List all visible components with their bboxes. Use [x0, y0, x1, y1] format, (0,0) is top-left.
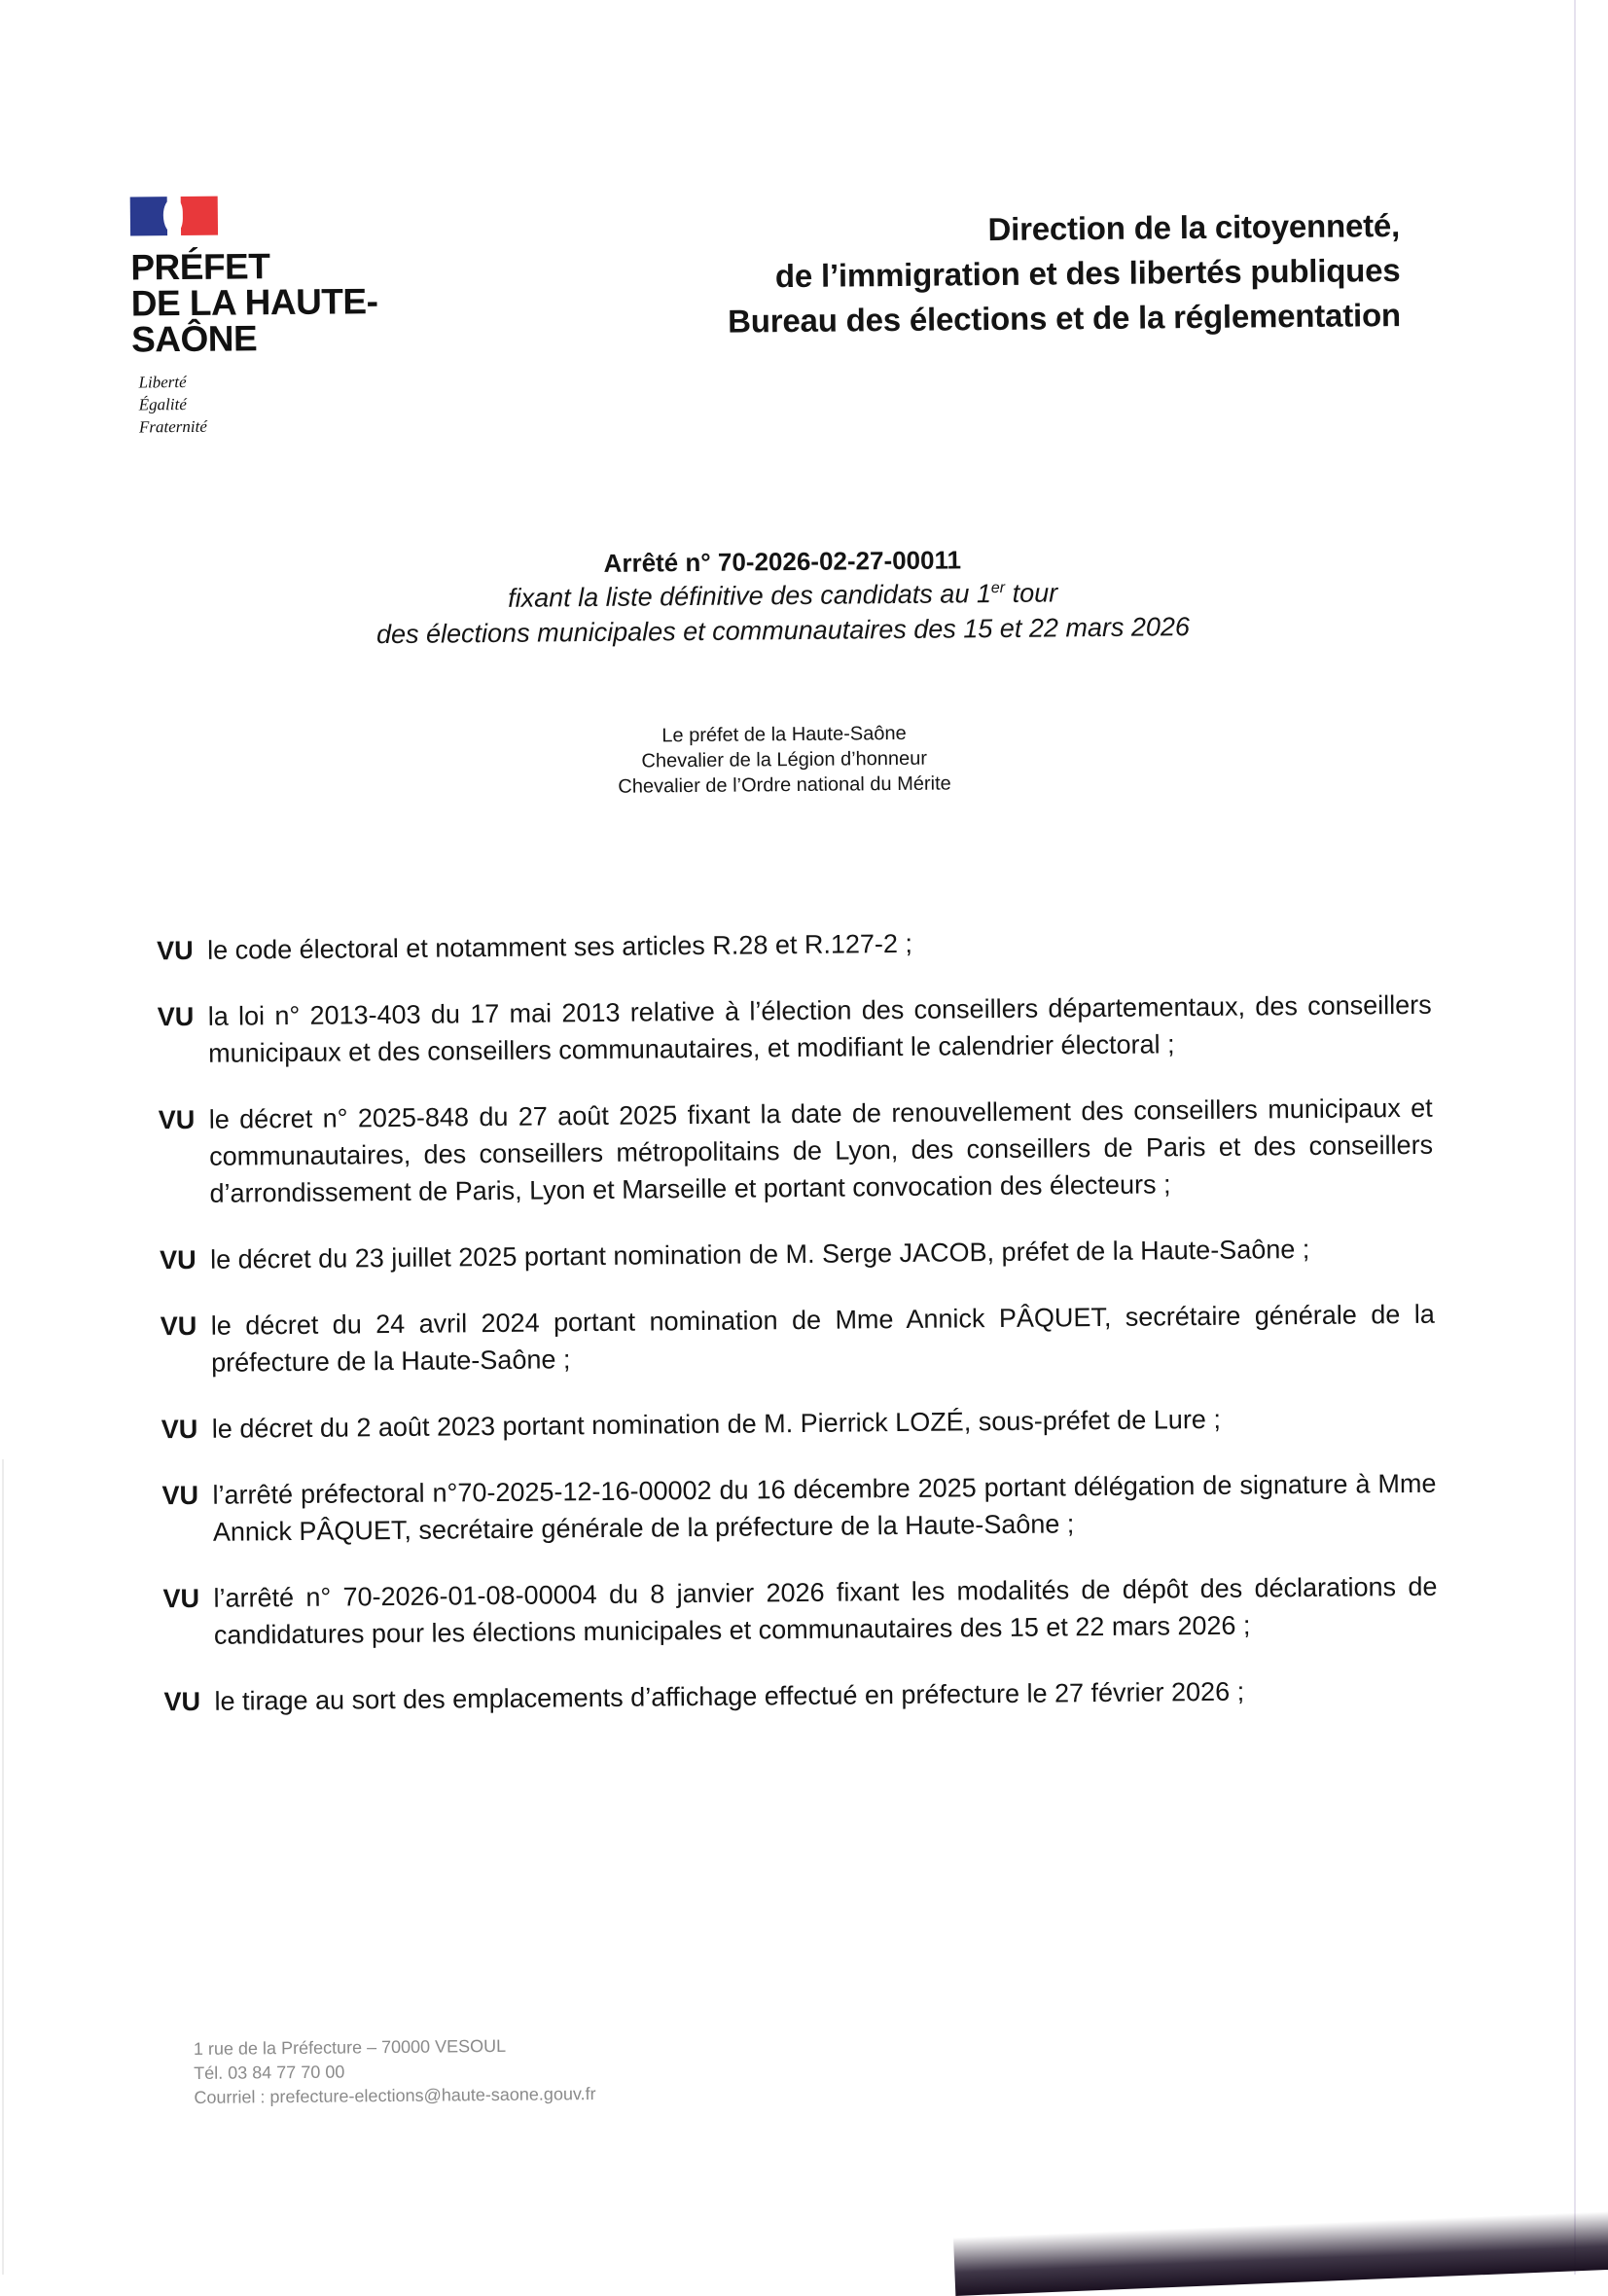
vu-clause [161, 1296, 1436, 1382]
subtitle-text: tour [1004, 578, 1058, 608]
direction-header [727, 203, 1401, 344]
vu-label: VU [158, 1104, 196, 1135]
subtitle-text: fixant la liste définitive des candidats au 1 [507, 579, 992, 613]
footer-address: 1 rue de la Préfecture – 70000 VESOUL [193, 2035, 507, 2060]
vu-text: le décret n° 2025-848 du 27 août 2025 fixant la date de renouvellement des conseillers municipaux et communautaires, des conseillers métropolitains de Lyon, des conseillers de Paris et des conseillers d’arrondissement de Paris, Lyon et Marseille et portant convocation des électeurs ; [208, 1093, 1434, 1208]
vu-clause [160, 1230, 1434, 1279]
marianne-tricolor-flag-icon [130, 197, 218, 236]
marianne-logo-block [130, 195, 379, 438]
vu-label: VU [162, 1583, 200, 1614]
vu-label: VU [160, 1310, 197, 1342]
vu-label: VU [160, 1244, 197, 1275]
footer-phone: Tél. 03 84 77 70 00 [194, 2062, 345, 2084]
vu-text: l’arrêté n° 70-2026-01-08-00004 du 8 janvier 2026 fixant les modalités de dépôt des déclarations de candidatures pour les élections municipales et communautaires des 15 et 22 mars 2026 ; [213, 1571, 1438, 1650]
vu-label: VU [163, 1686, 201, 1717]
direction-line: Direction de la citoyenneté, [987, 207, 1401, 248]
vu-clauses-list [157, 920, 1439, 1750]
direction-line: Bureau des élections et de la réglementation [728, 297, 1402, 340]
vu-clause [157, 920, 1431, 970]
vu-clause [158, 987, 1433, 1073]
vu-clause [163, 1671, 1438, 1721]
prefet-line: Chevalier de l’Ordre national du Mérite [618, 772, 951, 798]
vu-label: VU [156, 935, 194, 966]
prefet-line: Le préfet de la Haute-Saône [661, 722, 907, 747]
arrete-title-block [237, 540, 1328, 654]
vu-clause [161, 1465, 1437, 1552]
prefet-signatory-block [502, 719, 1067, 801]
vu-label: VU [157, 1001, 195, 1032]
prefet-title: PRÉFET DE LA HAUTE- SAÔNE [130, 246, 378, 360]
vu-text: le code électoral et notamment ses articles R.28 et R.127-2 ; [206, 928, 913, 965]
arrete-number: Arrêté n° 70-2026-02-27-00011 [603, 545, 962, 578]
vu-text: la loi n° 2013-403 du 17 mai 2013 relative à l’élection des conseillers départementaux, des conseillers municipaux et des conseillers communautaires, et modifiant le calendrier électoral ; [207, 989, 1432, 1068]
footer-email: Courriel : prefecture-elections@haute-saone.gouv.fr [194, 2084, 596, 2108]
ordinal-superscript: er [990, 579, 1006, 597]
vu-text: le décret du 23 juillet 2025 portant nomination de M. Serge JACOB, préfet de la Haute-Saône ; [210, 1234, 1310, 1274]
vu-clause [162, 1568, 1438, 1655]
marianne-profile-icon [163, 198, 183, 233]
republic-motto: Liberté Égalité Fraternité [138, 372, 207, 437]
prefet-line: Chevalier de la Légion d’honneur [641, 747, 928, 772]
vu-clause [161, 1399, 1436, 1449]
vu-text: le tirage au sort des emplacements d’affichage effectué en préfecture le 27 février 2026 ; [214, 1676, 1245, 1716]
direction-line: de l’immigration et des libertés publiques [774, 252, 1401, 295]
vu-label: VU [161, 1480, 199, 1511]
arrete-subtitle-line-2: des élections municipales et communautaires des 15 et 22 mars 2026 [375, 612, 1191, 650]
vu-label: VU [161, 1414, 198, 1445]
flag-blue-band [130, 197, 167, 235]
footer-contact [194, 2033, 596, 2110]
vu-text: le décret du 24 avril 2024 portant nomination de Mme Annick PÂQUET, secrétaire générale de la préfecture de la Haute-Saône ; [210, 1299, 1435, 1378]
vu-clause [159, 1090, 1434, 1213]
vu-text: le décret du 2 août 2023 portant nomination de M. Pierrick LOZÉ, sous-préfet de Lure ; [211, 1404, 1222, 1444]
flag-red-band [181, 197, 218, 235]
vu-text: l’arrêté préfectoral n°70-2025-12-16-00002 du 16 décembre 2025 portant délégation de signature à Mme Annick PÂQUET, secrétaire générale de la préfecture de la Haute-Saône ; [212, 1468, 1437, 1547]
